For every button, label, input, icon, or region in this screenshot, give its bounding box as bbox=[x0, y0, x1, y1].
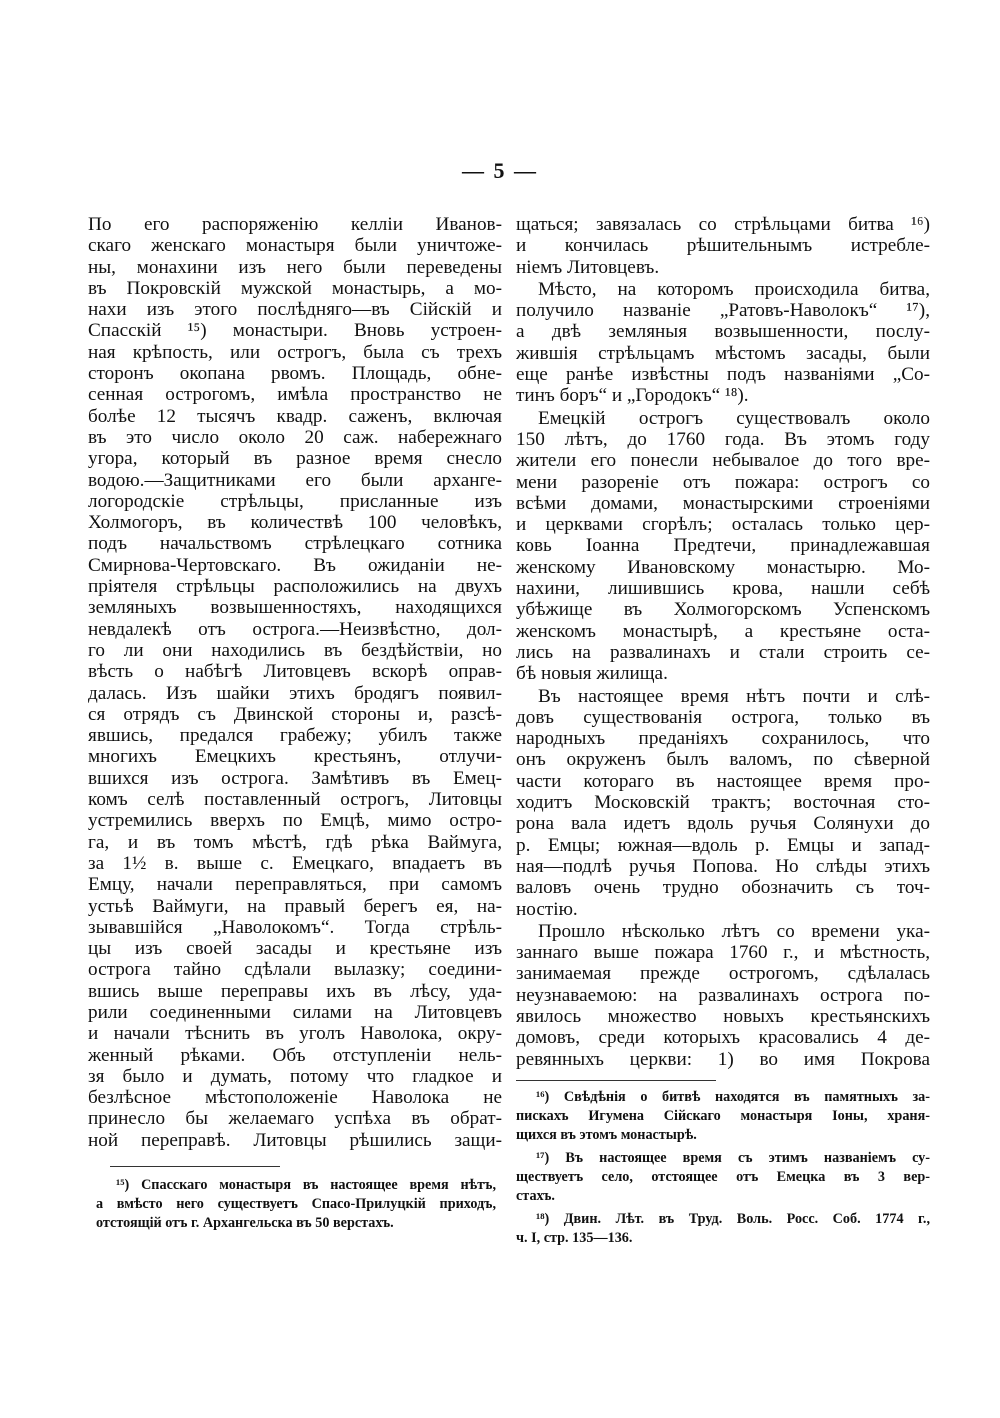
text-line: вшись выше переправы ихъ въ лѣсу, уда- bbox=[88, 980, 502, 1002]
footnote-line: щихся въ этомъ монастырѣ. bbox=[516, 1127, 697, 1143]
footnote-line: ¹⁷) Въ настоящее время съ этимъ названіемъ су- bbox=[536, 1150, 930, 1166]
text-line: сторонъ окопана рвомъ. Площадь, обне- bbox=[88, 363, 502, 385]
text-line: части котораго въ настоящее время про- bbox=[516, 770, 930, 792]
text-line: ная—подлѣ ручья Попова. Но слѣды этихъ bbox=[516, 855, 930, 877]
footnote bbox=[516, 1210, 930, 1248]
text-line: нахи изъ этого послѣдняго—въ Сійскій и bbox=[88, 299, 502, 321]
text-line: Смирнова-Чертовскаго. Въ ожиданіи не- bbox=[88, 554, 502, 576]
text-line: рили соединенными силами на Литовцевъ bbox=[88, 1001, 502, 1023]
text-line: ковь Іоанна Предтечи, принадлежавшая bbox=[516, 535, 930, 557]
text-line: ной переправѣ. Литовцы рѣшились защи- bbox=[88, 1129, 502, 1151]
text-line: Въ настоящее время нѣтъ почти и слѣ- bbox=[538, 685, 930, 707]
text-line: водою.—Защитниками его были арханге- bbox=[88, 469, 502, 491]
text-line: Емцу, начали переправляться, при самомъ bbox=[88, 874, 502, 896]
text-line: Прошло нѣсколько лѣтъ со времени ука- bbox=[538, 920, 930, 942]
text-line: земляныхъ возвышенностяхъ, находящихся bbox=[88, 597, 502, 619]
text-line: га, и въ томъ мѣстѣ, гдѣ рѣка Ваймуга, bbox=[88, 831, 502, 853]
text-line: далась. Изъ шайки этихъ бродягъ появил- bbox=[88, 682, 502, 704]
footnote-line: а вмѣсто него существуетъ Спасо-Прилуцкій приходъ, bbox=[96, 1196, 496, 1212]
footnote-line: ществуетъ село, отстоящее отъ Емецка въ 3 вер- bbox=[516, 1169, 930, 1185]
text-line: и начали тѣснить въ уголъ Наволока, окру- bbox=[88, 1023, 502, 1045]
footnote-line: ч. I, стр. 135—136. bbox=[516, 1230, 633, 1246]
footnote-line: ¹⁶) Свѣдѣнія о битвѣ находятся въ памятныхъ за- bbox=[536, 1089, 930, 1105]
text-line: мени разореніе отъ пожара: острогъ со bbox=[516, 471, 930, 493]
text-line: явшись, предался грабежу; убилъ также bbox=[88, 725, 502, 747]
text-line: а двѣ земляныя возвышенности, послу- bbox=[516, 321, 930, 343]
text-line: домовъ, среди которыхъ красовались 4 де- bbox=[516, 1027, 930, 1049]
right-footnotes bbox=[516, 1088, 930, 1252]
text-line: ходитъ Московскій трактъ; восточная сто- bbox=[516, 792, 930, 814]
text-line: многихъ Емецкихъ крестьянъ, отлучи- bbox=[88, 746, 502, 768]
text-line: жившія стрѣльцамъ мѣстомъ засады, были bbox=[516, 342, 930, 364]
footnote-line: пискахъ Игумена Сійскаго монастыря Іоны, храня- bbox=[516, 1108, 930, 1124]
text-line: занимаемая прежде острогомъ, сдѣлалась bbox=[516, 963, 930, 985]
text-line: жители его понесли небывалое до того вре- bbox=[516, 450, 930, 472]
text-line: ся отрядъ съ Двинской стороны и, разсѣ- bbox=[88, 703, 502, 725]
footnote-line: ¹⁵) Спасскаго монастыря въ настоящее время нѣтъ, bbox=[116, 1177, 496, 1193]
footnote bbox=[516, 1149, 930, 1206]
text-line: угора, который въ разное время снесло bbox=[88, 448, 502, 470]
text-line: логородскіе стрѣльцы, присланные изъ bbox=[88, 490, 502, 512]
text-line: ніемъ Литовцевъ. bbox=[516, 256, 660, 278]
text-line: вшихся изъ острога. Замѣтивъ въ Емец- bbox=[88, 767, 502, 789]
text-line: тинъ боръ“ и „Городокъ“ ¹⁸). bbox=[516, 385, 749, 407]
text-line: сенная острогомъ, имѣла пространство не bbox=[88, 384, 502, 406]
footnote-separator-right bbox=[516, 1080, 716, 1081]
right-column bbox=[516, 214, 930, 1070]
text-line: зывавшійся „Наволокомъ“. Тогда стрѣль- bbox=[88, 916, 502, 938]
text-line: въ Покровскій мужской монастырь, а мо- bbox=[88, 277, 502, 299]
text-line: невдалекѣ отъ острога.—Неизвѣстно, дол- bbox=[88, 618, 502, 640]
footnote-line: стахъ. bbox=[516, 1188, 555, 1204]
text-line: убѣжище въ Холмогорскомъ Успенскомъ bbox=[516, 599, 930, 621]
text-line: болѣе 12 тысячъ квадр. саженъ, включая bbox=[88, 405, 502, 427]
text-line: и кончилась рѣшительнымъ истребле- bbox=[516, 235, 930, 257]
text-line: щаться; завязалась со стрѣльцами битва ¹⁶) bbox=[516, 214, 930, 235]
footnote-line: отстоящій отъ г. Архангельска въ 50 верстахъ. bbox=[96, 1215, 394, 1231]
footnote-line: ¹⁸) Двин. Лѣт. въ Труд. Воль. Росс. Соб. 1774 г., bbox=[536, 1211, 930, 1227]
paragraph bbox=[516, 686, 930, 920]
text-line: Холмогоръ, въ количествѣ 100 человѣкъ, bbox=[88, 512, 502, 534]
footnote bbox=[516, 1088, 930, 1145]
footnote bbox=[96, 1176, 496, 1233]
text-line: довъ существованія острога, только въ bbox=[516, 706, 930, 728]
text-line: устремились вверхъ по Емцѣ, мимо остро- bbox=[88, 810, 502, 832]
text-line: ная крѣпость, или острогъ, была съ трехъ bbox=[88, 341, 502, 363]
text-line: комъ селѣ поставленный острогъ, Литовцы bbox=[88, 789, 502, 811]
text-line: въ это число около 20 саж. набережнаго bbox=[88, 426, 502, 448]
text-line: народныхъ преданіяхъ сохранилось, что bbox=[516, 728, 930, 750]
left-footnotes bbox=[96, 1176, 496, 1237]
text-line: устьѣ Ваймуги, на правый берегъ ея, на- bbox=[88, 895, 502, 917]
text-line: принесло бы желаемаго успѣха въ обрат- bbox=[88, 1108, 502, 1130]
page-number: — 5 — bbox=[462, 158, 538, 183]
text-line: онъ окруженъ былъ валомъ, по сѣверной bbox=[516, 749, 930, 771]
text-line: р. Емцы; южная—вдоль р. Емцы и запад- bbox=[516, 834, 930, 856]
paragraph bbox=[516, 408, 930, 685]
text-line: ны, монахини изъ него были переведены bbox=[88, 256, 502, 278]
paragraph bbox=[516, 921, 930, 1070]
text-line: зя было и думать, потому что гладкое и bbox=[88, 1065, 502, 1087]
text-line: безлѣсное мѣстоположеніе Наволока не bbox=[88, 1087, 502, 1109]
text-line: валовъ очень трудно обозначить съ точ- bbox=[516, 877, 930, 899]
text-line: рона вала идетъ вдоль ручья Солянухи до bbox=[516, 813, 930, 835]
text-line: женный рѣками. Объ отступленіи нель- bbox=[88, 1044, 502, 1066]
text-line: еще ранѣе извѣстны подъ названіями „Со- bbox=[516, 364, 930, 386]
text-line: острога тайно сдѣлали вылазку; соедини- bbox=[88, 959, 502, 981]
text-line: заннаго выше пожара 1760 г., и мѣстность, bbox=[516, 942, 930, 964]
text-line: получило названіе „Ратовъ-Наволокъ“ ¹⁷), bbox=[516, 300, 930, 322]
text-line: Емецкій острогъ существовалъ около bbox=[538, 407, 930, 429]
text-line: скаго женскаго монастыря были уничтоже- bbox=[88, 235, 502, 257]
text-line: вѣсть о набѣгѣ Литовцевъ вскорѣ оправ- bbox=[88, 661, 502, 683]
text-line: женскому Ивановскому монастырю. Мо- bbox=[516, 556, 930, 578]
text-line: Мѣсто, на которомъ происходила битва, bbox=[538, 278, 930, 300]
text-line: женскомъ монастырѣ, а крестьяне оста- bbox=[516, 620, 930, 642]
text-line: за 1½ в. выше с. Емецкаго, впадаетъ въ bbox=[88, 852, 502, 874]
text-line: 150 лѣтъ, до 1760 года. Въ этомъ году bbox=[516, 428, 930, 450]
text-line: подъ начальствомъ стрѣлецкаго сотника bbox=[88, 533, 502, 555]
text-line: нахини, лишившись крова, нашли себѣ bbox=[516, 578, 930, 600]
text-line: Спасскій ¹⁵) монастыри. Вновь устроен- bbox=[88, 320, 502, 342]
left-column bbox=[88, 214, 502, 1151]
text-line: явилось множество новыхъ крестьянскихъ bbox=[516, 1005, 930, 1027]
paragraph bbox=[88, 214, 502, 1151]
text-line: и церквами сгорѣлъ; осталась только цер- bbox=[516, 514, 930, 536]
text-line: ностію. bbox=[516, 898, 578, 920]
text-line: ревянныхъ церкви: 1) во имя Покрова bbox=[516, 1048, 930, 1070]
paragraph bbox=[516, 279, 930, 407]
text-line: цы изъ своей засады и крестьяне изъ bbox=[88, 938, 502, 960]
text-line: всѣми домами, монастырскими строеніями bbox=[516, 492, 930, 514]
text-line: лись на развалинахъ и стали строить се- bbox=[516, 641, 930, 663]
text-line: неузнаваемою: на развалинахъ острога по- bbox=[516, 984, 930, 1006]
footnote-separator-left bbox=[110, 1166, 280, 1167]
text-line: По его распоряженію келліи Иванов- bbox=[88, 214, 502, 235]
text-line: бѣ новыя жилища. bbox=[516, 663, 668, 685]
text-line: пріятеля стрѣльцы расположились на двухъ bbox=[88, 576, 502, 598]
text-line: го ли они находились въ бездѣйствіи, но bbox=[88, 639, 502, 661]
paragraph bbox=[516, 214, 930, 278]
